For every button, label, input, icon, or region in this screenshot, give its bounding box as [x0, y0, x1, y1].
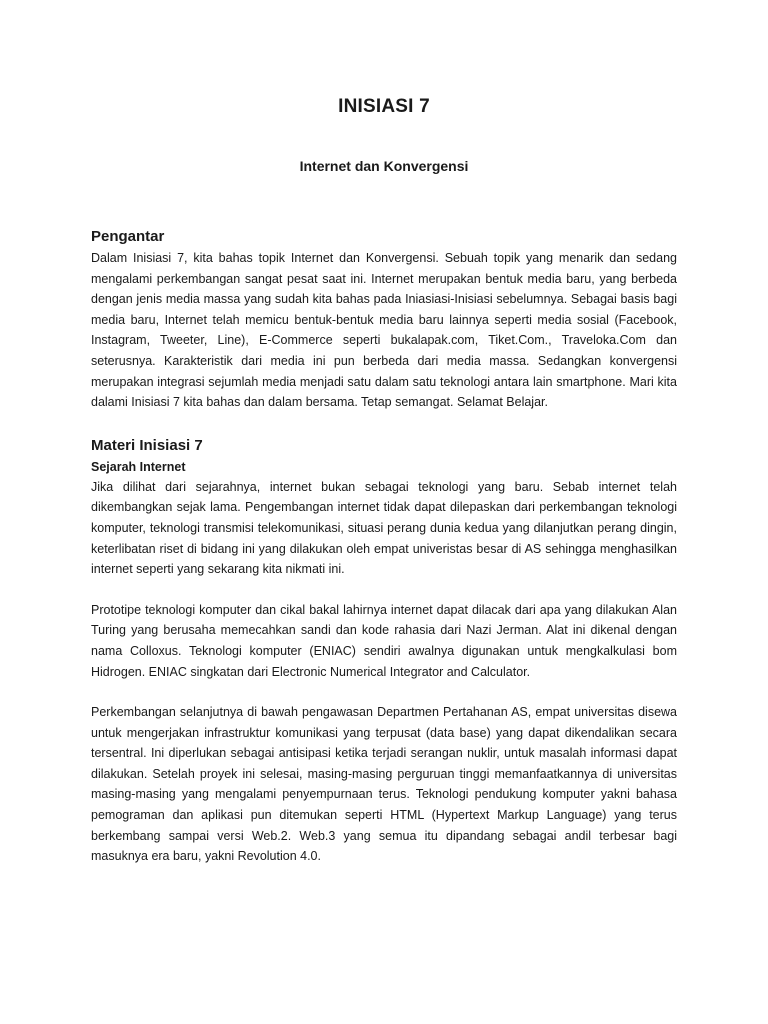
paragraph-pengantar: Dalam Inisiasi 7, kita bahas topik Internet dan Konvergensi. Sebuah topik yang menarik dan sedang mengalami perkembangan sangat pesat saat ini. Internet merupakan bentuk media baru, yang berbeda dengan jenis media massa yang sudah kita bahas pada Iniasiasi-Inisiasi sebelumnya. Sebagai basis bagi media baru, Internet telah memicu bentuk-bentuk media baru lainnya seperti media sosial (Facebook, Instagram, Tweeter, Line), E-Commerce seperti bukalapak.com, Tiket.Com., Traveloka.Com dan seterusnya. Karakteristik dari media ini pun berbeda dari media massa. Sedangkan konvergensi merupakan integrasi sejumlah media menjadi satu dalam satu teknologi antara lain smartphone. Mari kita dalami Inisiasi 7 kita bahas dan dalam bersama. Tetap semangat. Selamat Belajar. — [91, 251, 677, 410]
document-body — [91, 226, 677, 867]
document-subtitle: Internet dan Konvergensi — [299, 158, 469, 174]
paragraph-spacer — [91, 580, 677, 600]
subheading-sejarah-internet: Sejarah Internet — [91, 459, 186, 474]
document-title: INISIASI 7 — [338, 96, 430, 117]
section-spacer — [91, 413, 677, 435]
paragraph-spacer — [91, 682, 677, 702]
paragraph-sejarah-2: Prototipe teknologi komputer dan cikal bakal lahirnya internet dapat dilacak dari apa yang dilakukan Alan Turing yang berusaha memecahkan sandi dan kode rahasia dari Nazi Jerman. Alat ini dikenal dengan nama Colloxus. Teknologi komputer (ENIAC) sendiri awalnya digunakan untuk mengkalkulasi bom Hidrogen. ENIAC singkatan dari Electronic Numerical Integrator and Calculator. — [91, 602, 677, 679]
paragraph-sejarah-1: Jika dilihat dari sejarahnya, internet bukan sebagai teknologi yang baru. Sebab internet telah dikembangkan sejak lama. Pengembangan internet tidak dapat dilepaskan dari perkembangan teknologi komputer, teknologi transmisi telekomunikasi, situasi perang dunia kedua yang dilanjutkan perang dingin, keterlibatan riset di bidang ini yang dilakukan oleh empat univeristas besar di AS sehingga menghasilkan internet seperti yang sekarang kita nikmati ini. — [91, 479, 677, 577]
section-heading-pengantar: Pengantar — [91, 228, 165, 245]
paragraph-sejarah-3: Perkembangan selanjutnya di bawah pengawasan Departmen Pertahanan AS, empat universitas disewa untuk mengerjakan infrastruktur komunikasi yang terpusat (data base) yang dapat dikendalikan secara tersentral. Ini diperlukan sebagai antisipasi ketika terjadi serangan nuklir, untuk masalah informasi dapat dilakukan. Setelah proyek ini selesai, masing-masing perguruan tinggi memanfaatkannya di universitas masing-masing yang mengalami penyempurnaan terus. Teknologi pendukung komputer yakni bahasa pemograman dan aplikasi pun ditemukan seperti HTML (Hypertext Markup Language) yang terus berkembang sampai versi Web.2. Web.3 yang semua itu dipandang sebagai andil terbesar bagi masuknya era baru, yakni Revolution 4.0. — [91, 705, 677, 864]
section-heading-materi: Materi Inisiasi 7 — [91, 436, 203, 454]
